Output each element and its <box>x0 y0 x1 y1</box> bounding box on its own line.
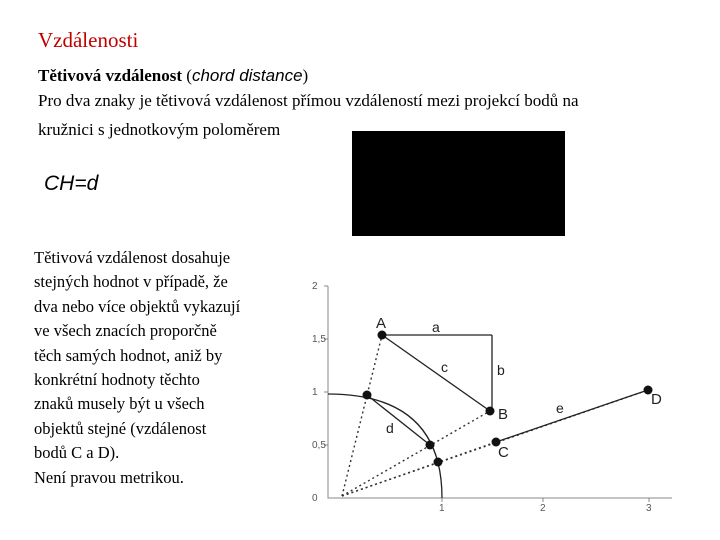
y-tick-label: 0 <box>312 493 318 504</box>
segment-d <box>367 395 430 445</box>
y-tick-label: 1,5 <box>312 334 326 345</box>
y-tick-label: 2 <box>312 281 318 292</box>
heading-open-paren: ( <box>182 66 192 85</box>
heading-term: Tětivová vzdálenost <box>38 66 183 85</box>
explanation-paragraph <box>34 246 296 490</box>
paragraph-line: konkrétní hodnoty těchto <box>34 370 200 390</box>
paragraph-line: ve všech znacích proporčně <box>34 321 217 341</box>
ray-to-b <box>342 411 490 496</box>
formula-image-placeholder <box>352 131 565 236</box>
y-tick-label: 1 <box>312 387 318 398</box>
projection-point-b <box>426 441 435 450</box>
paragraph-line: Tětivová vzdálenost dosahuje <box>34 248 231 267</box>
segment-c <box>382 335 490 411</box>
y-tick-label: 0,5 <box>312 440 326 451</box>
x-tick-label: 2 <box>540 503 546 514</box>
paragraph-line: bodů C a D). <box>34 443 120 463</box>
point-a-label: A <box>376 315 387 332</box>
segment-a-label: a <box>432 319 440 335</box>
formula: CH=d <box>44 172 99 195</box>
segment-e <box>496 390 648 442</box>
segment-c-label: c <box>441 359 448 375</box>
projection-point-c <box>434 458 443 467</box>
point-d-label: D <box>651 391 662 408</box>
point-b-marker <box>486 407 495 416</box>
paragraph-line: dva nebo více objektů vykazují <box>34 296 241 316</box>
projection-point-a <box>363 391 372 400</box>
ray-to-c <box>342 442 496 496</box>
paragraph-line: těch samých hodnot, aniž by <box>34 345 223 365</box>
paragraph-line: objektů stejné (vzdálenost <box>34 418 207 438</box>
heading-line <box>38 66 308 86</box>
ray-to-a <box>342 335 382 496</box>
paragraph-line: znaků musely být u všech <box>34 394 205 414</box>
paragraph-line: stejných hodnot v případě, že <box>34 272 228 292</box>
definition-line-1: Pro dva znaky je tětivová vzdálenost přímou vzdáleností mezi projekcí bodů na <box>38 91 579 110</box>
segment-d-label: d <box>386 420 394 436</box>
point-b-label: B <box>498 406 509 423</box>
chord-distance-diagram <box>300 270 700 515</box>
slide-title: Vzdálenosti <box>38 28 139 52</box>
heading-close-paren: ) <box>302 66 309 85</box>
segment-e-label: e <box>556 400 564 416</box>
point-c-label: C <box>498 444 509 461</box>
heading-english-term: chord distance <box>191 66 303 85</box>
x-tick-label: 1 <box>439 503 445 514</box>
paragraph-line: Není pravou metrikou. <box>34 467 184 487</box>
segment-b-label: b <box>497 362 505 378</box>
definition-line-2: kružnici s jednotkovým poloměrem <box>38 120 281 139</box>
x-tick-label: 3 <box>646 503 652 514</box>
